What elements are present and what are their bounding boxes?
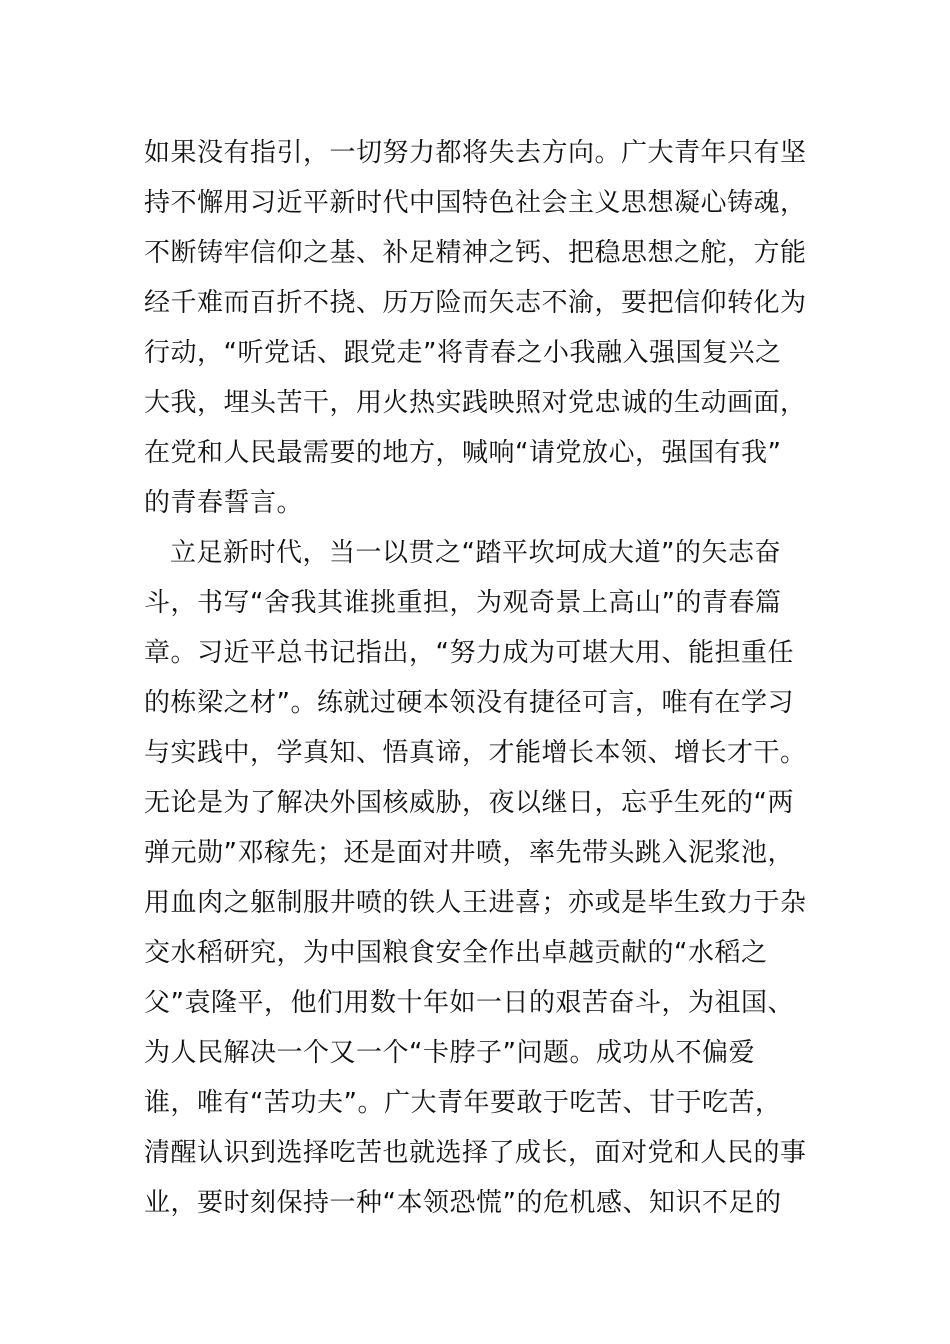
text-line: 用血肉之躯制服井喷的铁人王进喜；亦或是毕生致力于杂 (144, 888, 807, 918)
text-line: 交水稻研究，为中国粮食安全作出卓越贡献的“水稻之 (144, 938, 768, 968)
text-line: 章。习近平总书记指出，“努力成为可堪大用、能担重任 (144, 638, 794, 668)
document-body (144, 128, 824, 1228)
text-line: 无论是为了解决外国核威胁，夜以继日，忘乎生死的“两 (144, 788, 794, 818)
text-line: 与实践中，学真知、悟真谛，才能增长本领、增长才干。 (144, 738, 807, 768)
text-line: 如果没有指引，一切努力都将失去方向。广大青年只有坚 (144, 138, 807, 168)
paragraph-1 (144, 128, 824, 528)
text-line: 不断铸牢信仰之基、补足精神之钙、把稳思想之舵，方能 (144, 238, 807, 268)
text-line: 清醒认识到选择吃苦也就选择了成长，面对党和人民的事 (144, 1138, 807, 1168)
text-line: 的青春誓言。 (144, 488, 304, 518)
text-line: 大我，埋头苦干，用火热实践映照对党忠诚的生动画面， (144, 388, 807, 418)
text-line: 在党和人民最需要的地方，喊响“请党放心，强国有我” (144, 438, 782, 468)
text-line: 谁，唯有“苦功夫”。广大青年要敢于吃苦、甘于吃苦， (144, 1088, 782, 1118)
text-line: 业，要时刻保持一种“本领恐慌”的危机感、知识不足的 (144, 1188, 782, 1218)
text-line: 为人民解决一个又一个“卡脖子”问题。成功从不偏爱 (144, 1038, 755, 1068)
paragraph-2 (144, 528, 824, 1228)
text-line: 经千难而百折不挠、历万险而矢志不渝，要把信仰转化为 (144, 288, 807, 318)
text-line: 持不懈用习近平新时代中国特色社会主义思想凝心铸魂， (144, 188, 807, 218)
text-line: 斗，书写“舍我其谁挑重担，为观奇景上高山”的青春篇 (144, 588, 782, 618)
text-line: 行动，“听党话、跟党走”将青春之小我融入强国复兴之 (144, 338, 782, 368)
text-line: 的栋梁之材”。练就过硬本领没有捷径可言，唯有在学习 (144, 688, 794, 718)
text-line: 弹元勋”邓稼先；还是面对井喷，率先带头跳入泥浆池， (144, 838, 794, 868)
text-line: 父”袁隆平，他们用数十年如一日的艰苦奋斗，为祖国、 (144, 988, 794, 1018)
text-line-indented: 立足新时代，当一以贯之“踏平坎坷成大道”的矢志奋 (170, 538, 781, 568)
